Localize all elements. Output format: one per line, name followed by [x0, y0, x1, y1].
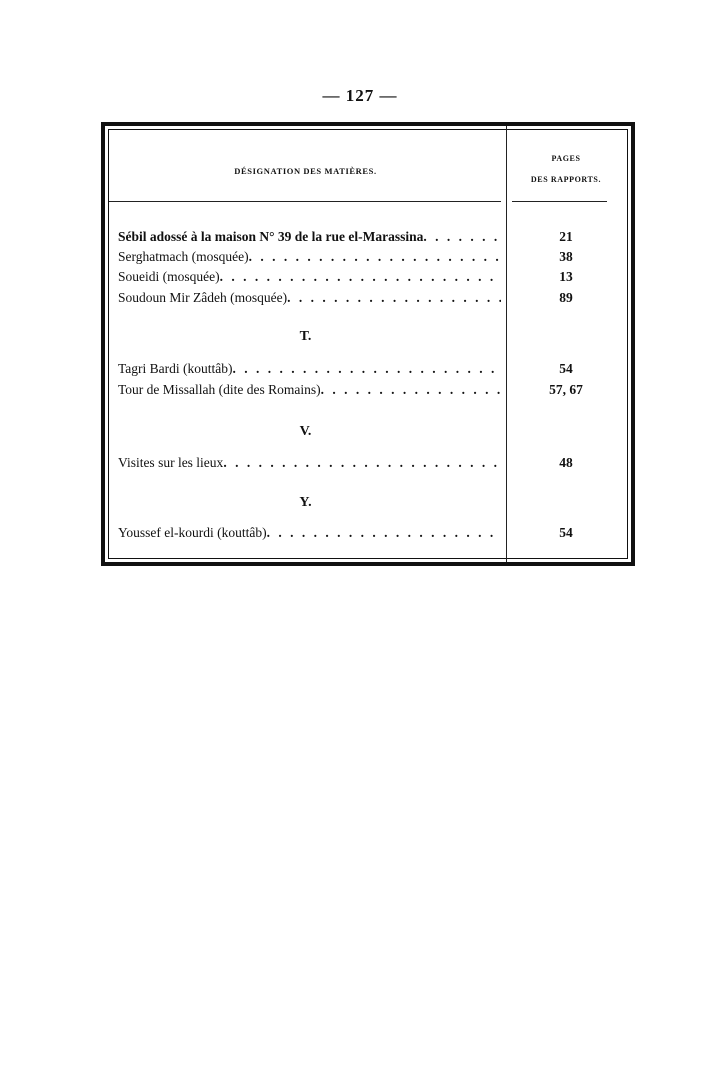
pages-header-line2: DES RAPPORTS. [530, 175, 602, 184]
leader-dots [223, 455, 501, 471]
pages-header [506, 148, 626, 190]
entry-page: 89 [559, 290, 573, 305]
entry-label: Serghatmach (mosquée) [118, 249, 249, 264]
index-entry [118, 229, 501, 249]
pages-header-line1: PAGES [551, 154, 581, 163]
section-letter-v: V. [299, 424, 312, 439]
section-letter-t: T. [299, 329, 312, 344]
entry-page: 48 [559, 455, 573, 470]
index-entry [118, 382, 501, 402]
index-entry [118, 525, 501, 545]
entry-label: Soueidi (mosquée) [118, 269, 220, 284]
leader-dots [287, 290, 501, 306]
page-number: — 127 — [322, 86, 398, 105]
entry-label: Youssef el-kourdi (kouttâb) [118, 525, 267, 540]
entry-page: 13 [559, 269, 573, 284]
index-entry [118, 361, 501, 381]
index-entry [118, 290, 501, 310]
leader-dots [423, 229, 501, 245]
leader-dots [267, 525, 501, 541]
entry-label: Tour de Missallah (dite des Romains) [118, 382, 321, 397]
entry-label: Sébil adossé à la maison N° 39 de la rue el-Marassina [118, 229, 424, 244]
entry-page: 57, 67 [549, 382, 583, 397]
leader-dots [249, 249, 501, 265]
entry-label: Tagri Bardi (kouttâb) [118, 361, 233, 376]
entry-page: 54 [559, 361, 573, 376]
section-letter-y: Y. [299, 495, 312, 510]
column-divider [506, 126, 507, 562]
header-rule-left [109, 201, 501, 202]
leader-dots [321, 382, 501, 398]
index-entry [118, 455, 501, 475]
designation-header: DÉSIGNATION DES MATIÈRES. [234, 166, 377, 176]
leader-dots [233, 361, 501, 377]
entry-page: 54 [559, 525, 573, 540]
index-entry [118, 249, 501, 269]
entry-page: 21 [559, 229, 573, 244]
entry-label: Soudoun Mir Zâdeh (mosquée) [118, 290, 288, 305]
entry-page: 38 [559, 249, 573, 264]
leader-dots [220, 269, 501, 285]
entry-label: Visites sur les lieux [118, 455, 224, 470]
index-table [101, 122, 635, 566]
index-entry [118, 269, 501, 289]
header-rule-right [512, 201, 607, 202]
